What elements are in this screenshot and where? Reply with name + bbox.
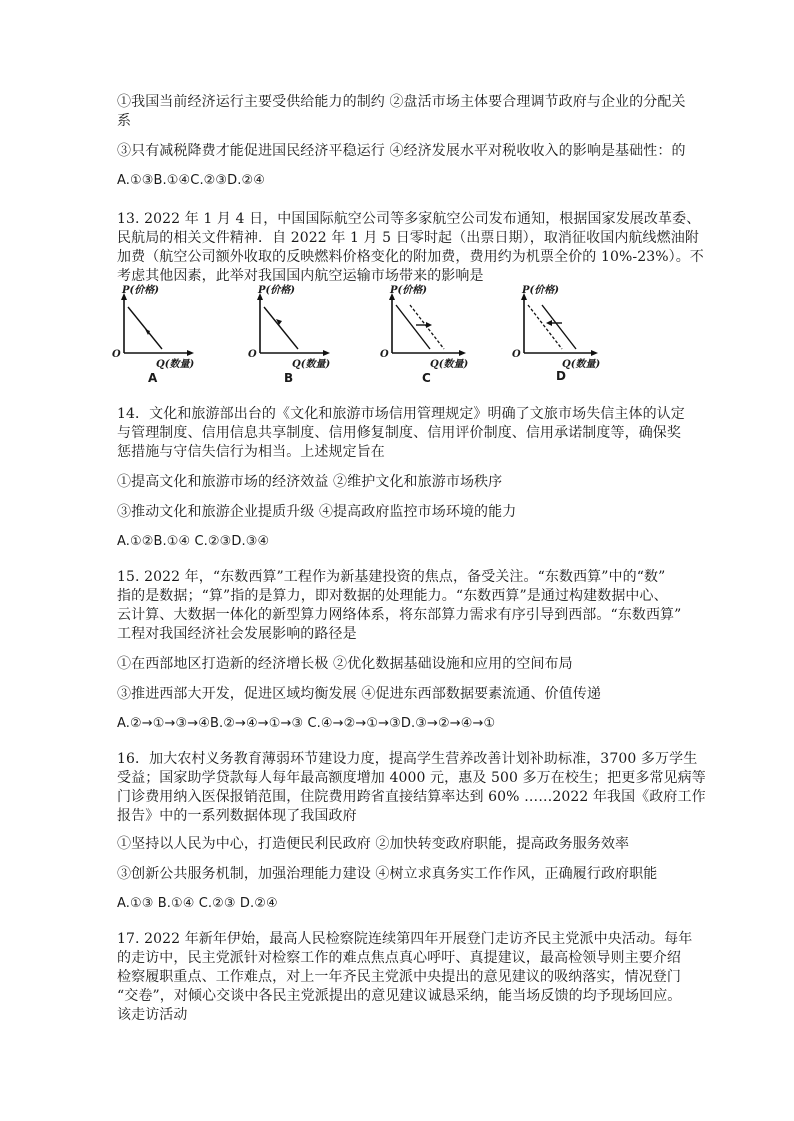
q12-choices: A.①③B.①④C.②③D.②④ xyxy=(117,173,266,188)
y-axis-label: P(价格) xyxy=(258,285,295,296)
q13-text-line: 加费（航空公司额外收取的反映燃料价格变化的附加费，费用约为机票全价的 10%-23%）。不 xyxy=(117,249,704,265)
graph-letter: C xyxy=(422,371,431,385)
q17-text-line: 该走访活动 xyxy=(117,1007,188,1023)
q15-text-line: 15. 2022 年，“东数西算”工程作为新基建投资的焦点，备受关注。“东数西算”中的“数” xyxy=(117,569,666,585)
graph-b xyxy=(246,283,356,393)
x-axis-label: Q(数量) xyxy=(156,359,195,370)
graph-letter: B xyxy=(284,371,294,385)
q16-options-1-2: ①坚持以人民为中心，打造便民利民政府 ②加快转变政府职能，提高政务服务效率 xyxy=(117,836,630,852)
q16-text-line: 受益；国家助学贷款每人每年最高额度增加 4000 元，惠及 500 多万在校生；把更多常见病等 xyxy=(117,770,706,786)
graph-c-plot xyxy=(378,283,488,393)
q16-text-line: 报告》中的一系列数据体现了我国政府 xyxy=(117,808,357,824)
q14-choices: A.①②B.①④ C.②③D.③④ xyxy=(117,534,270,549)
q17-text-line: “交卷”，对倾心交谈中各民主党派提出的意见建议诚恳采纳，能当场反馈的均予现场回应。 xyxy=(117,988,682,1004)
q15-text-line: 工程对我国经济社会发展影响的路径是 xyxy=(117,626,357,642)
q13-graph-options xyxy=(110,283,620,393)
graph-c xyxy=(378,283,488,393)
origin-label: O xyxy=(380,349,389,360)
q17-text-line: 的走访中，民主党派针对检察工作的难点焦点真心呼吁、真提建议，最高检领导则主要介绍 xyxy=(117,950,681,966)
x-axis-label: Q(数量) xyxy=(562,359,601,370)
q12-options-1-2: ①我国当前经济运行主要受供给能力的制约 ②盘活市场主体要合理调节政府与企业的分配关 xyxy=(117,94,686,110)
q15-text-line: 指的是数据；“算”指的是算力，即对数据的处理能力。“东数西算”是通过构建数据中心、 xyxy=(117,588,668,604)
x-axis-label: Q(数量) xyxy=(292,359,331,370)
q14-text-line: 与管理制度、信用信息共享制度、信用修复制度、信用评价制度、信用承诺制度等，确保奖 xyxy=(117,425,681,441)
q15-options-1-2: ①在西部地区打造新的经济增长极 ②优化数据基础设施和应用的空间布局 xyxy=(117,656,573,672)
graph-letter: A xyxy=(148,371,158,385)
origin-label: O xyxy=(248,349,257,360)
q16-options-3-4: ③创新公共服务机制，加强治理能力建设 ④树立求真务实工作作风，正确履行政府职能 xyxy=(117,866,658,882)
q13-text-line: 民航局的相关文件精神．自 2022 年 1 月 5 日零时起（出票日期），取消征收国内航线燃油附 xyxy=(117,230,699,246)
q17-text-line: 检察履职重点、工作难点，对上一年齐民主党派中央提出的意见建议的吸纳落实，情况登门 xyxy=(117,969,681,985)
q12-options-3-4: ③只有减税降费才能促进国民经济平稳运行 ④经济发展水平对税收收入的影响是基础性：的 xyxy=(117,143,686,159)
origin-label: O xyxy=(512,349,521,360)
q15-text-line: 云计算、大数据一体化的新型算力网络体系，将东部算力需求有序引导到西部。“东数西算” xyxy=(117,607,682,623)
graph-d xyxy=(510,283,620,393)
q14-text-line: 惩措施与守信失信行为相当。上述规定旨在 xyxy=(117,444,385,460)
origin-label: O xyxy=(112,349,121,360)
q14-options-1-2: ①提高文化和旅游市场的经济效益 ②维护文化和旅游市场秩序 xyxy=(117,474,503,490)
graph-a xyxy=(110,283,220,393)
q16-text-line: 门诊费用纳入医保报销范围，住院费用跨省直接结算率达到 60% ……2022 年我国《政府工作 xyxy=(117,789,706,805)
graph-b-plot xyxy=(246,283,356,393)
q13-text-line: 考虑其他因素，此举对我国国内航空运输市场带来的影响是 xyxy=(117,268,484,284)
q14-text-line: 14．文化和旅游部出台的《文化和旅游市场信用管理规定》明确了文旅市场失信主体的认定 xyxy=(117,406,685,422)
q13-text-line: 13. 2022 年 1 月 4 日，中国国际航空公司等多家航空公司发布通知，根据国家发展改革委、 xyxy=(117,211,701,227)
q15-options-3-4: ③推进西部大开发，促进区域均衡发展 ④促进东西部数据要素流通、价值传递 xyxy=(117,686,601,702)
q15-choices: A.②→①→③→④B.②→④→①→③ C.④→②→①→③D.③→②→④→① xyxy=(117,716,496,731)
x-axis-label: Q(数量) xyxy=(430,359,469,370)
y-axis-label: P(价格) xyxy=(122,285,159,296)
q16-text-line: 16．加大农村义务教育薄弱环节建设力度，提高学生营养改善计划补助标准，3700 多万学生 xyxy=(117,751,698,767)
graph-letter: D xyxy=(556,369,566,383)
graph-a-plot xyxy=(110,283,220,393)
y-axis-label: P(价格) xyxy=(390,285,427,296)
q16-choices: A.①③ B.①④ C.②③ D.②④ xyxy=(117,896,278,911)
y-axis-label: P(价格) xyxy=(522,285,559,296)
q12-options-1-2-wrap: 系 xyxy=(117,113,132,129)
q14-options-3-4: ③推动文化和旅游企业提质升级 ④提高政府监控市场环境的能力 xyxy=(117,504,517,520)
q17-text-line: 17. 2022 年新年伊始，最高人民检察院连续第四年开展登门走访齐民主党派中央活动。每年 xyxy=(117,931,693,947)
